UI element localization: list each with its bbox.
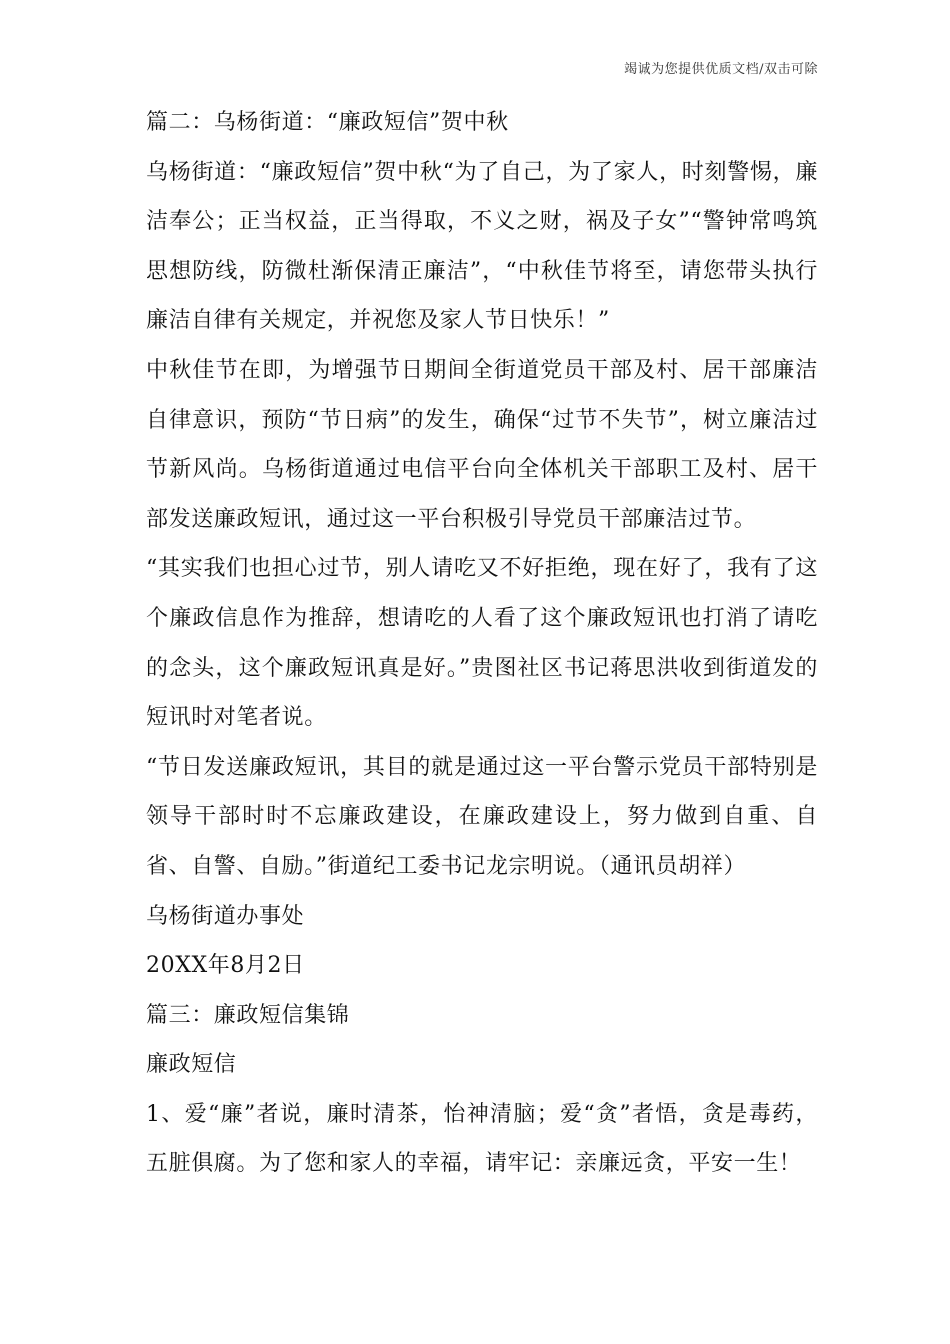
signature-date: 20XX年8月2日 <box>146 953 305 979</box>
section-title-3: 篇三：廉政短信集锦 <box>146 1002 350 1028</box>
paragraph: 中秋佳节在即，为增强节日期间全街道党员干部及村、居干部廉洁自律意识，预防“节日病”的发生，确保“过节不失节”，树立廉洁过节新风尚。乌杨街道通过电信平台向全体机关干部职工及村、居干部发送廉政短讯，通过这一平台积极引导党员干部廉洁过节。 <box>146 357 818 532</box>
section-title-2: 篇二：乌杨街道：“廉政短信”贺中秋 <box>146 110 509 135</box>
subsection-title: 廉政短信 <box>146 1052 237 1078</box>
signature-office: 乌杨街道办事处 <box>146 903 305 929</box>
header-note: 竭诚为您提供优质文档/双击可除 <box>624 62 818 77</box>
paragraph: “节日发送廉政短讯，其目的就是通过这一平台警示党员干部特别是领导干部时时不忘廉政建设，在廉政建设上，努力做到自重、自省、自警、自励。”街道纪工委书记龙宗明说。（通讯员胡祥） <box>146 754 818 879</box>
paragraph: 1、爱“廉”者说，廉时清茶，怡神清脑；爱“贪”者悟，贪是毒药，五脏俱腐。为了您和家人的幸福，请牢记：亲廉远贪，平安一生！ <box>146 1101 818 1177</box>
paragraph: “其实我们也担心过节，别人请吃又不好拒绝，现在好了，我有了这个廉政信息作为推辞，想请吃的人看了这个廉政短讯也打消了请吃的念头，这个廉政短讯真是好。”贵图社区书记蒋思洪收到街道发的短讯时对笔者说。 <box>146 556 818 731</box>
paragraph: 乌杨街道：“廉政短信”贺中秋“为了自己，为了家人，时刻警惕，廉洁奉公；正当权益，正当得取，不义之财，祸及子女”“警钟常鸣筑思想防线，防微杜渐保清正廉洁”，“中秋佳节将至，请您带头执行廉洁自律有关规定，并祝您及家人节日快乐！” <box>146 159 818 334</box>
document-body <box>146 98 818 1189</box>
